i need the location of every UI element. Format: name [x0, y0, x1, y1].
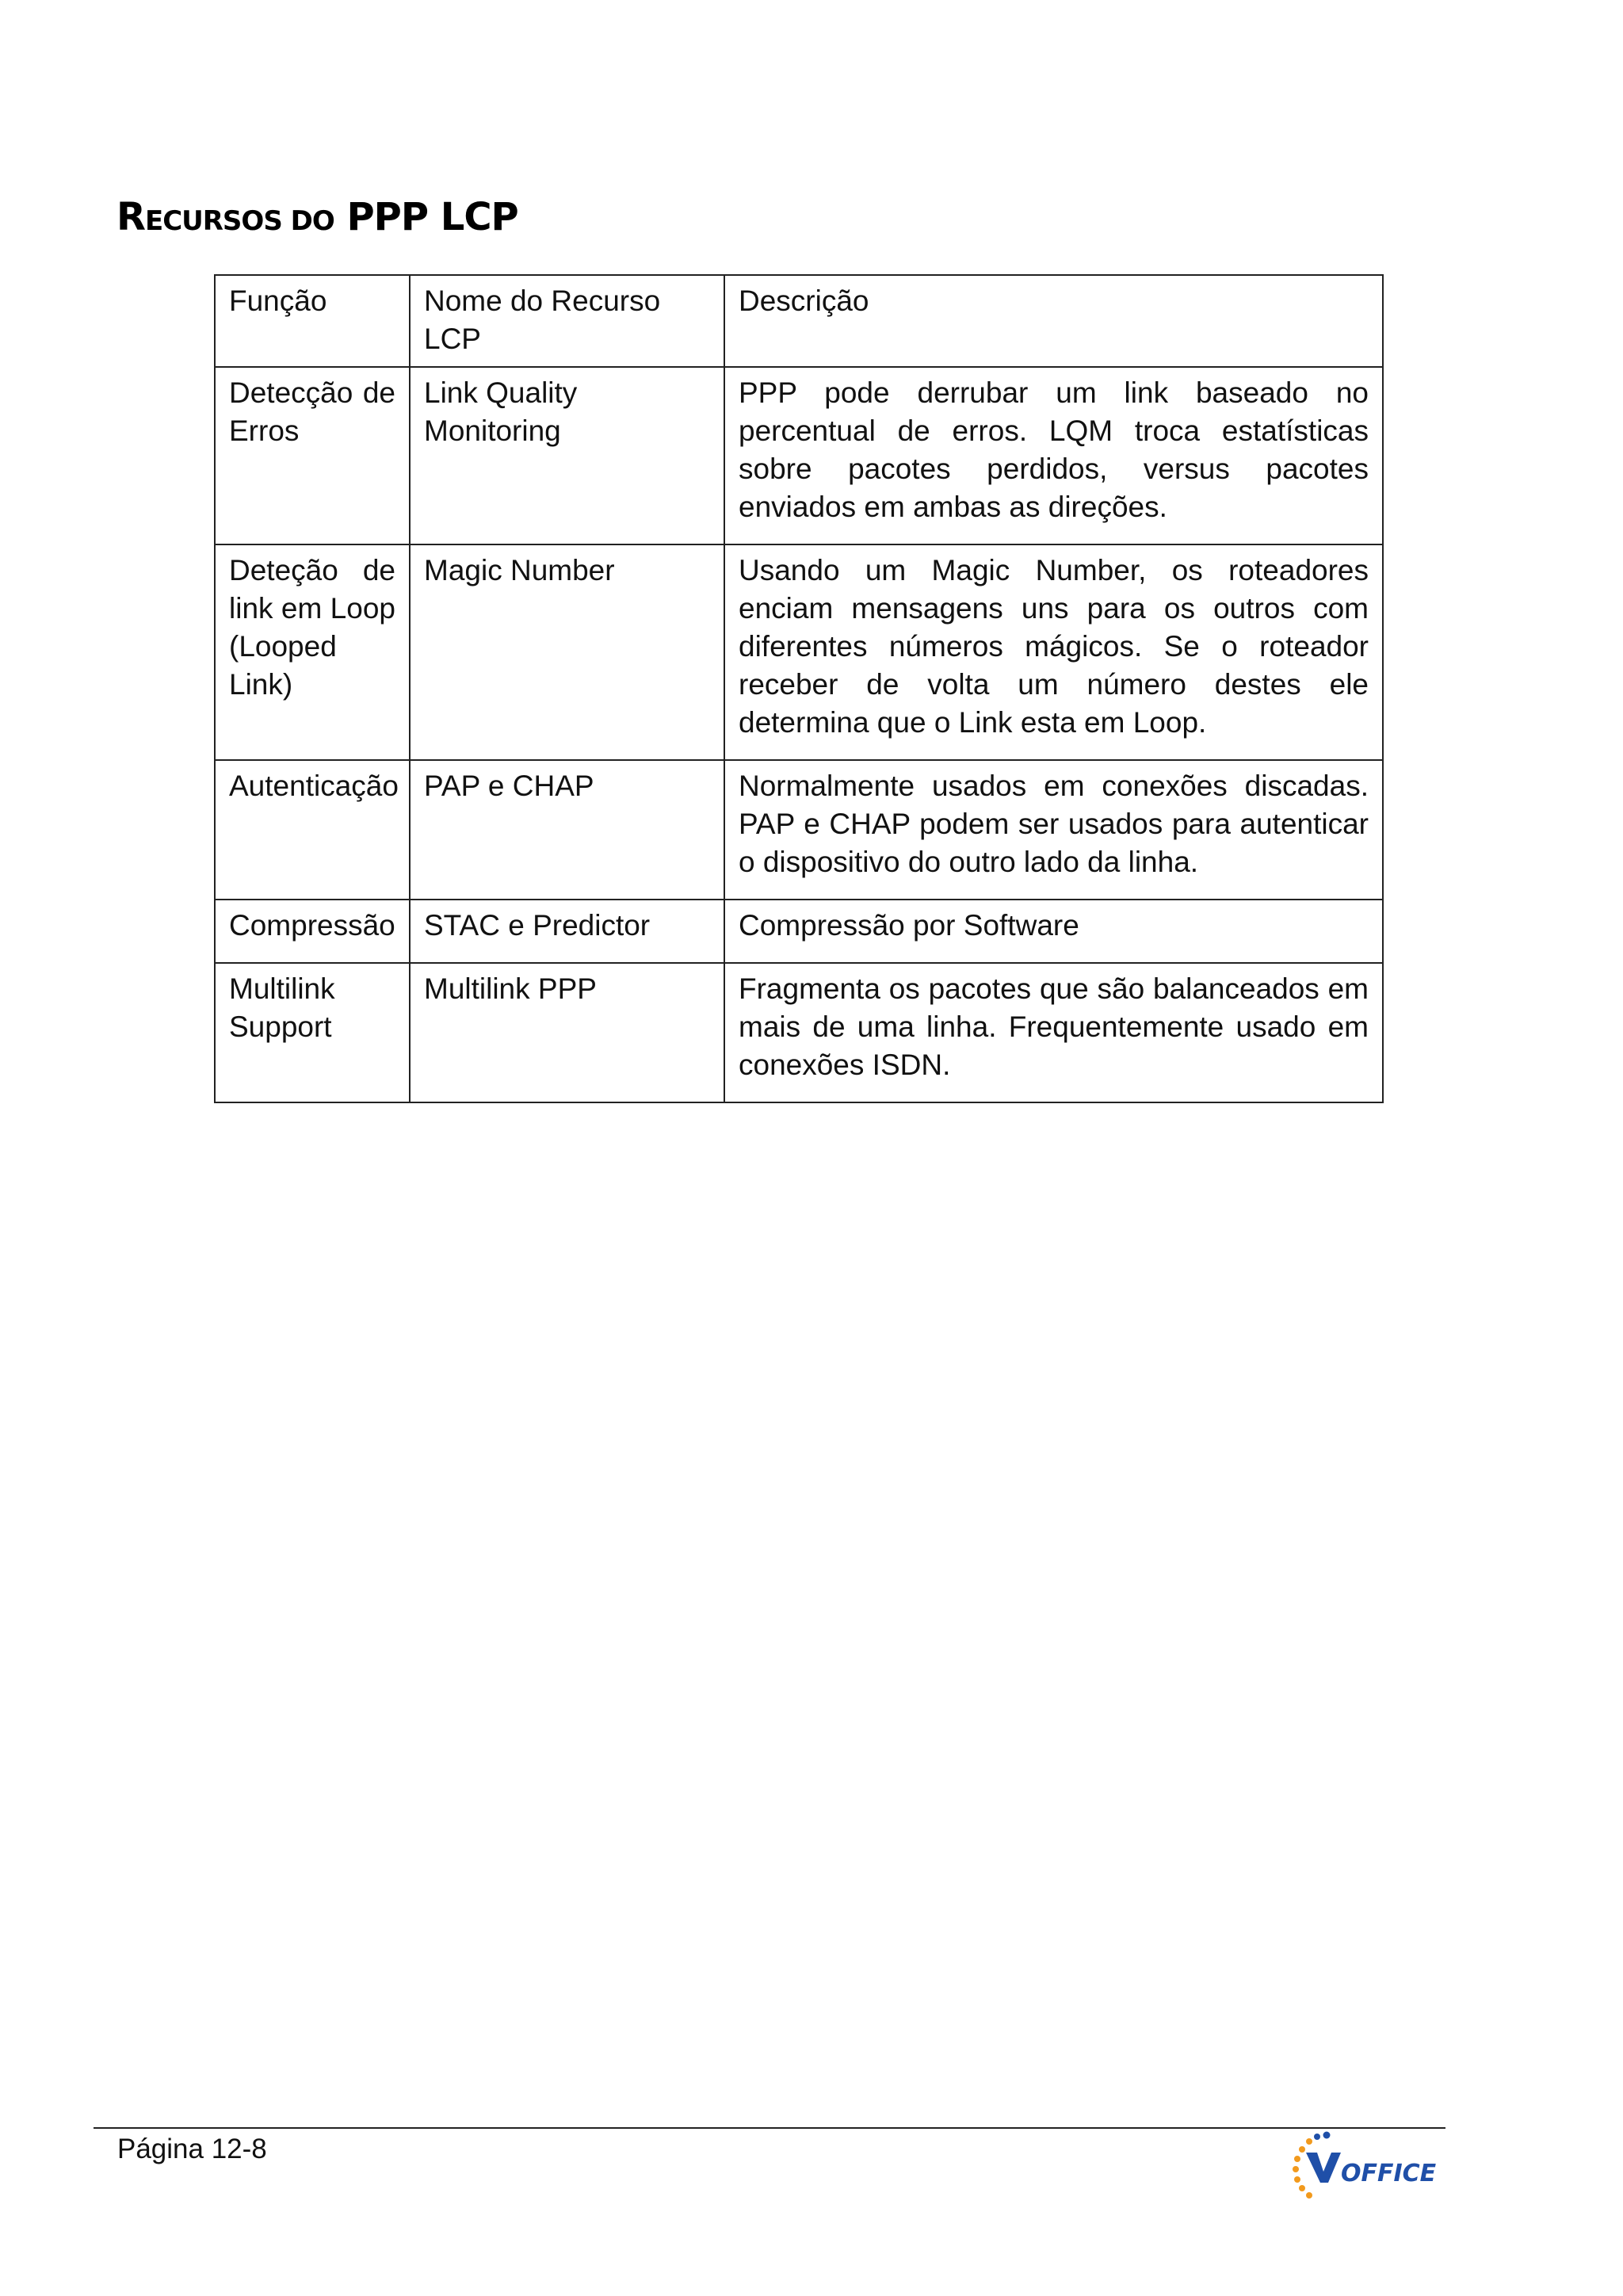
cell-descricao: PPP pode derrubar um link baseado no percentual de erros. LQM troca estatísticas sobre pacotes perdidos, versus pacotes enviados em ambas as direções.: [724, 367, 1383, 544]
logo-v-mark-icon: [1306, 2153, 1341, 2183]
cell-funcao: Multilink Support: [215, 963, 410, 1102]
footer-divider: [94, 2127, 1445, 2129]
header-recurso: Nome do Recurso LCP: [410, 275, 724, 367]
heading-cap: R: [116, 195, 145, 239]
heading-rest: PPP LCP: [334, 195, 518, 239]
heading-small: ECURSOS DO: [144, 205, 334, 237]
cell-funcao: Compressão: [215, 900, 410, 963]
logo-dots-icon: [1293, 2132, 1331, 2199]
cell-recurso: Multilink PPP: [410, 963, 724, 1102]
voffice-logo: [1285, 2129, 1449, 2208]
cell-funcao: Deteção de link em Loop (Looped Link): [215, 544, 410, 760]
table-row: [215, 367, 1383, 544]
cell-descricao: Compressão por Software: [724, 900, 1383, 963]
table-row: [215, 760, 1383, 900]
cell-recurso: STAC e Predictor: [410, 900, 724, 963]
table-row: [215, 963, 1383, 1102]
cell-funcao: Detecção de Erros: [215, 367, 410, 544]
page-number: Página 12-8: [117, 2134, 267, 2164]
logo-wordmark: OFFICE: [1341, 2160, 1437, 2187]
table-row: [215, 900, 1383, 963]
cell-funcao: Autenticação: [215, 760, 410, 900]
cell-descricao: Normalmente usados em conexões discadas. PAP e CHAP podem ser usados para autenticar o dispositivo do outro lado da linha.: [724, 760, 1383, 900]
page-heading: [116, 195, 518, 243]
cell-descricao: Fragmenta os pacotes que são balanceados em mais de uma linha. Frequentemente usado em conexões ISDN.: [724, 963, 1383, 1102]
cell-descricao: Usando um Magic Number, os roteadores enciam mensagens uns para os outros com diferentes números mágicos. Se o roteador receber de volta um número destes ele determina que o Link esta em Loop.: [724, 544, 1383, 760]
cell-recurso: PAP e CHAP: [410, 760, 724, 900]
table-header-row: [215, 275, 1383, 367]
header-funcao: Função: [215, 275, 410, 367]
table-row: [215, 544, 1383, 760]
cell-recurso: Link Quality Monitoring: [410, 367, 724, 544]
lcp-features-table: [214, 274, 1384, 1103]
header-descricao: Descrição: [724, 275, 1383, 367]
cell-recurso: Magic Number: [410, 544, 724, 760]
